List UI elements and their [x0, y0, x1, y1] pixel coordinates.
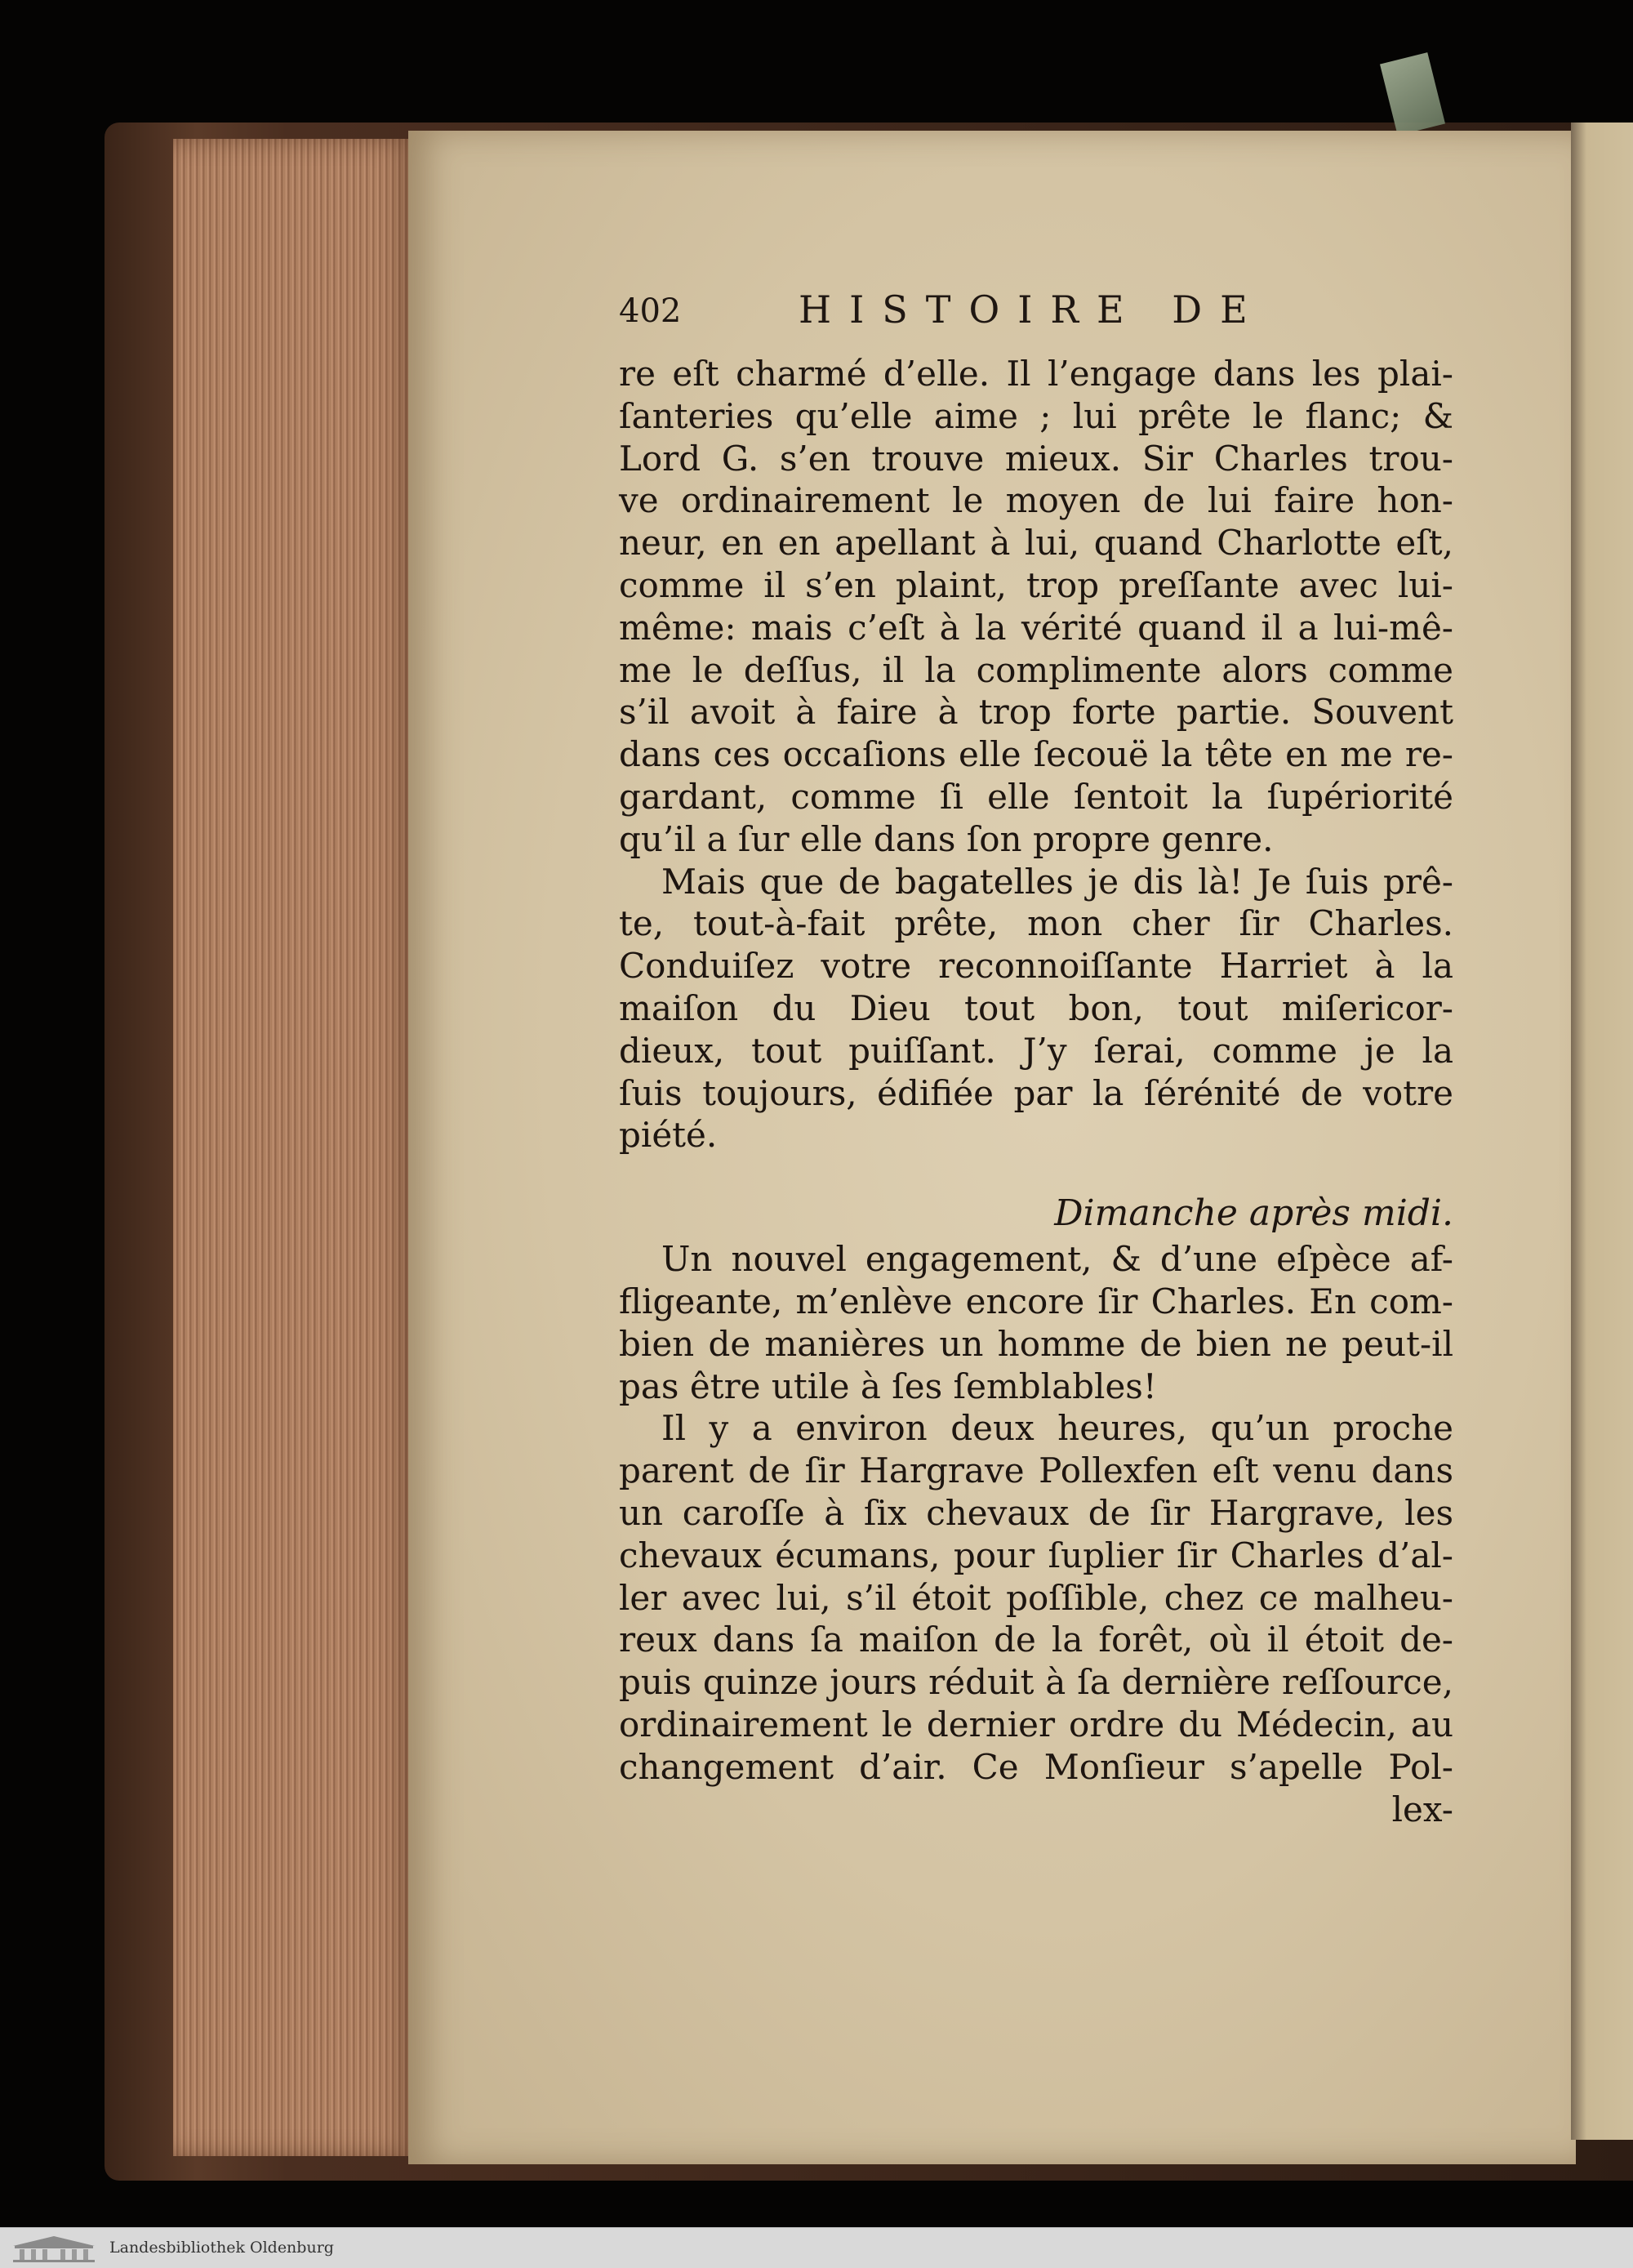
text-line: Mais que de bagatelles je dis là! Je ſuis prê-	[661, 861, 1453, 902]
text-line: changement d’air. Ce Monſieur s’apelle Pol-	[619, 1746, 1453, 1787]
text-line: ſuis toujours, édifiée par la ſérénité de votre	[619, 1072, 1453, 1113]
catchword: lex-	[1391, 1789, 1453, 1829]
text-line: Lord G. s’en trouve mieux. Sir Charles trou-	[619, 438, 1453, 479]
dateline: Dimanche après midi.	[1054, 1192, 1453, 1235]
text-line: même: mais c’eſt à la vérité quand il a lui-mê-	[619, 607, 1453, 648]
library-building-logo-icon	[10, 2235, 98, 2262]
page-number: 402	[619, 292, 682, 330]
text-line: ler avec lui, s’il étoit poſſible, chez ce malheu-	[619, 1577, 1453, 1618]
facing-page-edge	[1571, 123, 1633, 2140]
text-line: ordinairement le dernier ordre du Médecin, au	[619, 1704, 1453, 1744]
library-name: Landesbibliothek Oldenburg	[109, 2239, 334, 2257]
text-line: ve ordinairement le moyen de lui faire hon-	[619, 480, 1453, 521]
paragraph	[619, 1238, 1453, 1407]
text-line: qu’il a ſur elle dans ſon propre genre.	[619, 818, 1274, 859]
text-line: fligeante, m’enlève encore ſir Charles. En com-	[619, 1281, 1453, 1321]
running-head	[619, 287, 1427, 345]
text-line: Un nouvel engagement, & d’une eſpèce af-	[661, 1239, 1453, 1280]
text-line: neur, en en apellant à lui, quand Charlotte eſt,	[619, 523, 1453, 564]
text-line: reux dans ſa maiſon de la forêt, où il étoit de-	[619, 1620, 1453, 1660]
text-line: maiſon du Dieu tout bon, tout miſericor-	[619, 987, 1453, 1028]
text-line: parent de ſir Hargrave Pollexfen eſt venu dans	[619, 1450, 1453, 1491]
running-title: HISTOIRE DE	[799, 287, 1266, 332]
library-footer	[0, 2227, 1633, 2268]
text-line: un caroſſe à ſix chevaux de ſir Hargrave, les	[619, 1492, 1453, 1533]
text-line: s’il avoit à faire à trop forte partie. Souvent	[619, 692, 1453, 733]
paragraph	[619, 1407, 1453, 1788]
text-line: bien de manières un homme de bien ne peut-il	[619, 1323, 1453, 1364]
text-line: te, tout-à-fait prête, mon cher ſir Charles.	[619, 903, 1453, 944]
text-line: puis quinze jours réduit à ſa dernière reſſource,	[619, 1662, 1453, 1703]
text-line: chevaux écumans, pour ſuplier ſir Charles d’al-	[619, 1535, 1453, 1575]
text-line: me le deſſus, il la complimente alors comme	[619, 649, 1453, 690]
paragraph	[619, 353, 1453, 861]
body-text	[619, 353, 1453, 1830]
text-line: re eſt charmé d’elle. Il l’engage dans les plai-	[619, 354, 1453, 394]
text-line: dans ces occaſions elle ſecouë la tête en me re-	[619, 734, 1453, 775]
text-line: Il y a environ deux heures, qu’un proche	[661, 1408, 1453, 1449]
text-line: piété.	[619, 1115, 718, 1156]
text-line: Conduiſez votre reconnoiſſante Harriet à la	[619, 946, 1453, 987]
paragraph	[619, 861, 1453, 1157]
text-line: pas être utile à ſes ſemblables!	[619, 1366, 1157, 1406]
text-line: comme il s’en plaint, trop preſſante avec lui-	[619, 564, 1453, 605]
text-line: gardant, comme ſi elle ſentoit la ſupériorité	[619, 776, 1453, 817]
text-line: dieux, tout puiſſant. J’y ſerai, comme je la	[619, 1030, 1453, 1071]
page-edges	[173, 139, 418, 2156]
text-line: ſanteries qu’elle aime ; lui prête le flanc; &	[619, 395, 1453, 436]
